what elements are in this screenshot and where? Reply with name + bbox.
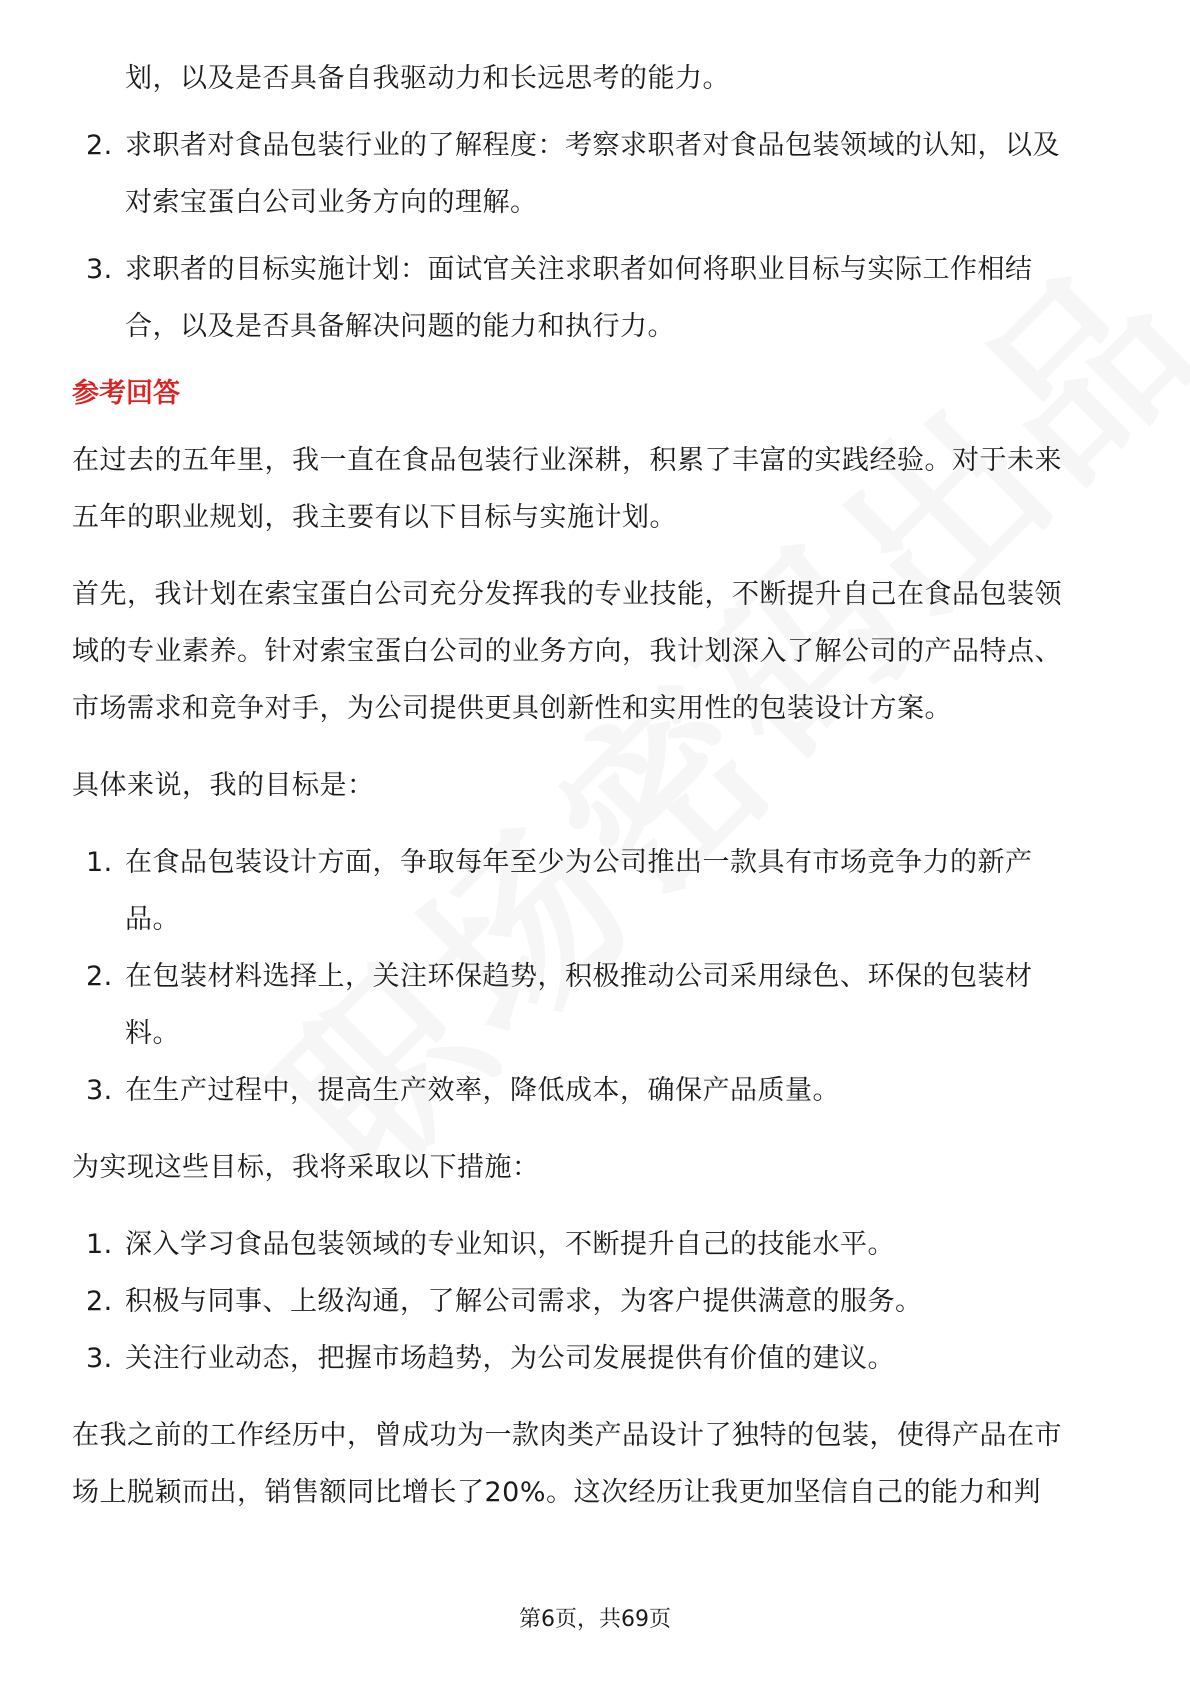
list-number: 3. — [86, 1075, 113, 1106]
continuation-line: 划，以及是否具备自我驱动力和长远思考的能力。 — [125, 63, 730, 94]
list-number: 2. — [86, 130, 113, 161]
list-text-line: 求职者的目标实施计划：面试官关注求职者如何将职业目标与实际工作相结 — [125, 254, 1033, 285]
section-heading: 参考回答 — [72, 378, 180, 409]
goals-list — [72, 834, 1122, 1119]
list-item — [72, 241, 1122, 355]
list-number: 2. — [86, 961, 113, 992]
list-number: 3. — [86, 1343, 113, 1374]
paragraph: 为实现这些目标，我将采取以下措施： — [72, 1152, 540, 1183]
list-item — [72, 117, 1122, 231]
paragraph-line: 在过去的五年里，我一直在食品包装行业深耕，积累了丰富的实践经验。对于未来 — [72, 445, 1062, 476]
list-text-line: 料。 — [125, 1018, 180, 1049]
list-text-line: 对索宝蛋白公司业务方向的理解。 — [125, 187, 538, 218]
paragraph-line: 在我之前的工作经历中，曾成功为一款肉类产品设计了独特的包装，使得产品在市 — [72, 1420, 1062, 1451]
paragraph-line: 首先，我计划在索宝蛋白公司充分发挥我的专业技能，不断提升自己在食品包装领 — [72, 579, 1062, 610]
paragraph-line: 市场需求和竞争对手，为公司提供更具创新性和实用性的包装设计方案。 — [72, 693, 952, 724]
list-item — [72, 1330, 1122, 1387]
list-number: 3. — [86, 254, 113, 285]
list-number: 2. — [86, 1286, 113, 1317]
list-text-line: 积极与同事、上级沟通，了解公司需求，为客户提供满意的服务。 — [125, 1286, 923, 1317]
list-text-line: 在食品包装设计方面，争取每年至少为公司推出一款具有市场竞争力的新产 — [125, 847, 1033, 878]
paragraph: 具体来说，我的目标是： — [72, 770, 375, 801]
list-item — [72, 948, 1122, 1062]
list-text-line: 合，以及是否具备解决问题的能力和执行力。 — [125, 311, 675, 342]
list-text-line: 关注行业动态，把握市场趋势，为公司发展提供有价值的建议。 — [125, 1343, 895, 1374]
list-item — [72, 1216, 1122, 1273]
page-content — [72, 50, 1122, 1521]
measures-list — [72, 1216, 1122, 1387]
evaluation-list — [72, 117, 1122, 355]
list-text-line: 在生产过程中，提高生产效率，降低成本，确保产品质量。 — [125, 1075, 840, 1106]
list-item — [72, 834, 1122, 948]
list-text-line: 在包装材料选择上，关注环保趋势，积极推动公司采用绿色、环保的包装材 — [125, 961, 1033, 992]
page-footer: 第6页，共69页 — [519, 1607, 671, 1632]
paragraph-line: 五年的职业规划，我主要有以下目标与实施计划。 — [72, 502, 677, 533]
paragraph-line: 域的专业素养。针对索宝蛋白公司的业务方向，我计划深入了解公司的产品特点、 — [72, 636, 1062, 667]
list-text-line: 深入学习食品包装领域的专业知识，不断提升自己的技能水平。 — [125, 1229, 895, 1260]
list-item — [72, 1273, 1122, 1330]
list-number: 1. — [86, 1229, 113, 1260]
list-text-line: 品。 — [125, 904, 180, 935]
list-number: 1. — [86, 847, 113, 878]
paragraph — [72, 1407, 1122, 1521]
paragraph — [72, 566, 1122, 737]
paragraph-line: 场上脱颖而出，销售额同比增长了20%。这次经历让我更加坚信自己的能力和判 — [72, 1477, 1042, 1508]
list-item — [72, 1062, 1122, 1119]
paragraph — [72, 432, 1122, 546]
list-text-line: 求职者对食品包装行业的了解程度：考察求职者对食品包装领域的认知，以及 — [125, 130, 1060, 161]
